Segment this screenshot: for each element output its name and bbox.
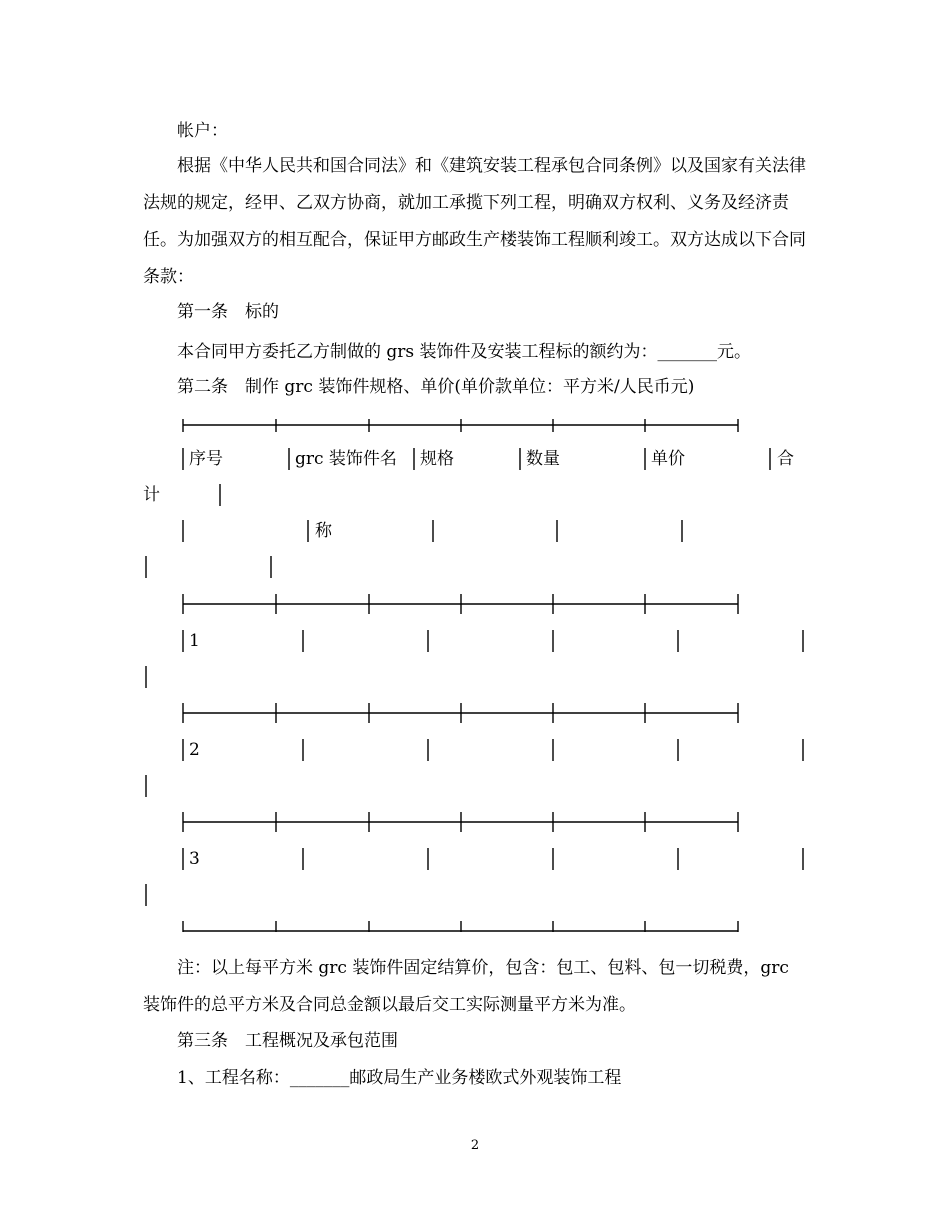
table-header-name: grc 装饰件名 (295, 449, 397, 469)
article-1-text (177, 342, 751, 362)
table-header-total: 合 (777, 449, 794, 469)
intro-paragraph: 根据《中华人民共和国合同法》和《建筑安装工程承包合同条例》以及国家有关法律法规的规定，经甲、乙双方协商，就加工承揽下列工程，明确双方权利、义务及经济责任。为加强双方的相互配合，保证甲方邮政生产楼装饰工程顺利竣工。双方达成以下合同条款： (143, 156, 806, 287)
table-header-qty: 数量 (526, 449, 560, 469)
article-1-heading: 第一条 标的 (177, 302, 279, 322)
table-header-price: 单价 (651, 449, 685, 469)
table-header-name-cont: 称 (315, 521, 332, 541)
article-3-heading: 第三条 工程概况及承包范围 (177, 1031, 398, 1051)
table-row-2-seq: 2 (189, 740, 200, 760)
project-name-line (177, 1068, 621, 1088)
project-name-label: 1、工程名称： (177, 1068, 290, 1088)
table-header-seq: 序号 (189, 449, 223, 469)
page-number: 2 (470, 1138, 480, 1153)
table-header-total-cont: 计 (143, 485, 160, 505)
article-1-text-after: 元。 (717, 342, 752, 362)
note-paragraph: 注：以上每平方米 grc 装饰件固定结算价，包含：包工、包料、包一切税费，grc 装饰件的总平方米及合同总金额以最后交工实际测量平方米为准。 (143, 958, 789, 1015)
table-row-1-seq: 1 (189, 631, 200, 651)
article-2-heading: 第二条 制作 grc 装饰件规格、单价(单价款单位：平方米/人民币元) (177, 377, 695, 397)
project-name-value: 邮政局生产业务楼欧式外观装饰工程 (349, 1068, 622, 1088)
table-row-3-seq: 3 (189, 849, 200, 869)
table-header-spec: 规格 (420, 449, 454, 469)
article-1-amount-blank: _______ (657, 342, 718, 362)
article-1-text-before: 本合同甲方委托乙方制做的 grs 装饰件及安装工程标的额约为： (177, 342, 658, 362)
account-label: 帐户： (177, 121, 228, 141)
project-name-blank: _______ (289, 1068, 350, 1088)
